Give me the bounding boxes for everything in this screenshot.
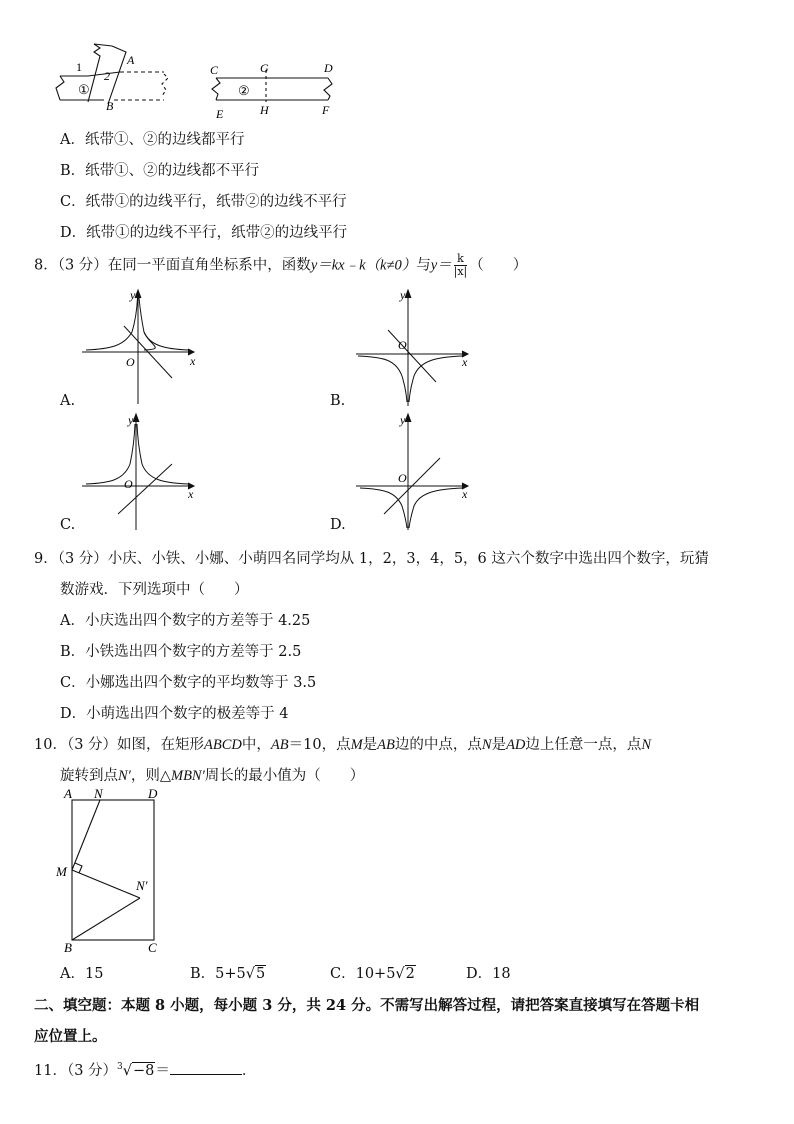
q8-graph-a	[80, 286, 210, 406]
q10-t4: AB	[270, 737, 289, 753]
q8-frac-den: |x|	[453, 265, 468, 278]
q9-option-c: C．小娜选出四个数字的平均数等于 3.5	[60, 675, 317, 691]
fig2-label-H: H	[260, 103, 269, 117]
q11-radicand: −8	[133, 1063, 155, 1079]
q10-fig-C: C	[148, 940, 157, 955]
q11-eq: ＝	[155, 1063, 170, 1079]
q10-line-2	[60, 764, 364, 785]
section-2-line-1: 二、填空题：本题 8 小题，每小题 3 分，共 24 分。不需写出解答过程，请把答案直接填写在答题卡相	[34, 997, 700, 1014]
q10-t9: 边的中点，点	[394, 737, 482, 753]
q9-line-2: 数游戏．下列选项中（ ）	[60, 582, 249, 598]
q8-stem	[34, 253, 527, 278]
q11	[34, 1059, 256, 1080]
q8-prefix: 8．（3 分）在同一平面直角坐标系中，函数	[34, 257, 311, 274]
q8-a-o: O	[126, 355, 135, 369]
q7-option-a: A．纸带①、②的边线都平行	[60, 132, 245, 148]
q9-option-d: D．小萌选出四个数字的极差等于 4	[60, 706, 289, 722]
q10-fig-D: D	[148, 786, 158, 801]
q11-root-index: 3	[117, 1062, 123, 1073]
q10-fig-A: A	[64, 786, 72, 801]
fig2-label-F: F	[322, 103, 330, 117]
sqrt-icon: √	[395, 966, 405, 982]
q10-line-1	[34, 733, 651, 754]
q8-a-x: x	[190, 354, 196, 368]
q10-u1: 旋转到点	[60, 768, 118, 784]
q8-d-x: x	[462, 487, 468, 501]
q10-option-b-pre: B．5+5	[190, 966, 246, 982]
q10-t7: 是	[362, 737, 378, 753]
q8-paren: （ ）	[469, 257, 528, 274]
q10-option-b	[190, 962, 266, 983]
q10-t8: AB	[377, 737, 395, 753]
fig2-label-G: G	[260, 61, 269, 75]
q8-label-a: A.	[60, 393, 76, 409]
q10-option-c-pre: C．10+5	[330, 966, 396, 982]
q10-t3: 中，	[241, 737, 271, 753]
fig1-label-1: 1	[76, 60, 82, 74]
section-2-line-2: 应位置上。	[34, 1028, 107, 1045]
q8-d-y: y	[400, 413, 406, 427]
q10-option-d: D．18	[466, 966, 511, 982]
q7-option-c: C．纸带①的边线平行，纸带②的边线不平行	[60, 194, 347, 210]
q8-label-b: B.	[330, 393, 346, 409]
fig1-label-A: A	[127, 53, 135, 67]
q8-fraction	[454, 253, 468, 278]
q10-t6: M	[350, 737, 363, 753]
q10-u5: 周长的最小值为（ ）	[204, 768, 365, 784]
q8-b-y: y	[400, 288, 406, 302]
q10-t10: N	[481, 737, 492, 753]
fig2-label-circle: ②	[238, 83, 250, 98]
q10-t1: 10．（3 分）如图，在矩形	[34, 737, 205, 753]
q11-prefix: 11．（3 分）	[34, 1063, 118, 1079]
cube-root-icon: √	[122, 1063, 133, 1079]
q8-b-x: x	[462, 355, 468, 369]
q8-function-1: y＝kx﹣k（k≠0）	[310, 257, 417, 274]
q11-end: ．	[241, 1063, 257, 1079]
q11-answer-blank[interactable]	[170, 1062, 242, 1075]
q10-t5: ＝10，点	[288, 737, 351, 753]
q7-option-d: D．纸带①的边线不平行，纸带②的边线平行	[60, 225, 348, 241]
q10-fig-N: N	[94, 786, 103, 801]
q9-line-1: 9．（3 分）小庆、小铁、小娜、小萌四名同学均从 1，2，3，4，5，6 这六个数字中选出四个数字，玩猜	[34, 551, 709, 567]
q10-fig-Np: N′	[136, 878, 148, 893]
sqrt-icon: √	[245, 966, 256, 982]
q10-t12: AD	[506, 737, 526, 753]
fig2-label-E: E	[216, 107, 224, 121]
q8-b-o: O	[398, 338, 407, 352]
q7-option-b: B．纸带①、②的边线都不平行	[60, 163, 260, 179]
q8-graph-d	[354, 410, 484, 532]
q8-c-y: y	[128, 413, 134, 427]
q10-figure	[54, 786, 174, 958]
q8-label-d: D.	[330, 517, 346, 533]
fig2-label-C: C	[210, 63, 219, 77]
q8-a-y: y	[130, 288, 136, 302]
q10-t2: ABCD	[204, 737, 242, 753]
q10-u4: MBN′	[171, 768, 205, 784]
q8-graph-c	[80, 410, 210, 532]
q10-option-c-rad: 2	[405, 966, 415, 982]
q10-u3: ，则△	[130, 768, 171, 784]
q10-t11: 是	[491, 737, 507, 753]
q7-figure-2	[204, 56, 350, 122]
q8-d-o: O	[398, 471, 407, 485]
q10-option-c	[330, 962, 416, 983]
fig1-label-circle: ①	[78, 82, 90, 97]
q8-graph-b	[354, 286, 484, 408]
q10-t13: 边上任意一点，点	[525, 737, 642, 753]
q8-c-o: O	[124, 477, 133, 491]
q9-option-a: A．小庆选出四个数字的方差等于 4.25	[60, 613, 311, 629]
q7-figure-1	[54, 38, 184, 110]
q8-y-eq: y＝	[430, 257, 452, 274]
q10-u2: N′	[118, 768, 131, 784]
q8-c-x: x	[188, 487, 194, 501]
q10-fig-M: M	[56, 864, 67, 879]
fig1-label-2: 2	[104, 69, 110, 83]
q10-option-b-rad: 5	[256, 966, 266, 982]
q9-option-b: B．小铁选出四个数字的方差等于 2.5	[60, 644, 302, 660]
q8-label-c: C.	[60, 517, 76, 533]
q10-t14: N	[641, 737, 652, 753]
q10-fig-B: B	[64, 940, 72, 955]
q10-option-a: A．15	[60, 966, 104, 982]
fig1-label-B: B	[106, 99, 114, 110]
q8-frac-num: k	[454, 253, 468, 266]
q8-mid: 与	[416, 257, 431, 274]
fig2-label-D: D	[324, 61, 333, 75]
